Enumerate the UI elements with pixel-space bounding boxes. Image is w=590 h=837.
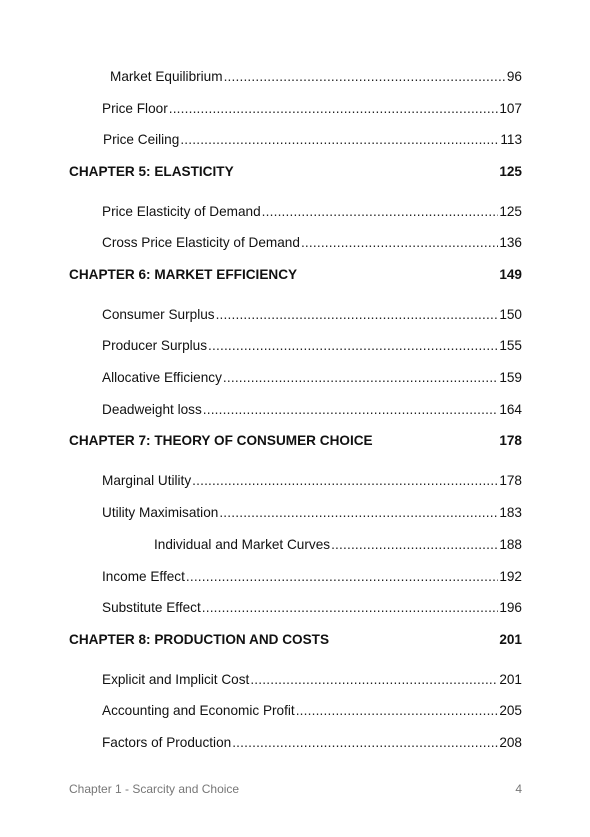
toc-entry-factors-of-production[interactable] xyxy=(102,733,522,753)
toc-entry-title: Deadweight loss xyxy=(102,402,202,417)
toc-entry-title: Utility Maximisation xyxy=(102,505,219,520)
toc-leader-dots xyxy=(250,670,498,690)
toc-entry-deadweight-loss[interactable] xyxy=(102,400,522,420)
toc-entry-title: Consumer Surplus xyxy=(102,307,215,322)
toc-entry-cross-price-elasticity[interactable] xyxy=(102,233,522,253)
toc-leader-dots xyxy=(180,130,499,150)
toc-entry-page: 150 xyxy=(499,307,522,322)
toc-entry-page: 155 xyxy=(499,338,522,353)
toc-entry-page: 183 xyxy=(499,505,522,520)
toc-entry-substitute-effect[interactable] xyxy=(102,598,522,618)
toc-chapter-7[interactable] xyxy=(69,431,522,451)
toc-entry-title: Producer Surplus xyxy=(102,338,208,353)
toc-entry-market-equilibrium[interactable] xyxy=(110,67,522,87)
toc-chapter-page: 178 xyxy=(499,433,522,448)
toc-entry-title: Price Ceiling xyxy=(103,132,180,147)
toc-entry-page: 201 xyxy=(499,672,522,687)
toc-entry-title: Substitute Effect xyxy=(102,600,201,615)
footer-running-title: Chapter 1 - Scarcity and Choice xyxy=(69,782,240,796)
toc-leader-dots xyxy=(296,701,499,721)
toc-chapter-title: CHAPTER 6: MARKET EFFICIENCY xyxy=(69,267,298,282)
toc-entry-page: 188 xyxy=(499,537,522,552)
toc-leader-dots xyxy=(216,305,499,325)
toc-leader-dots xyxy=(331,535,498,555)
toc-entry-accounting-economic-profit[interactable] xyxy=(102,701,522,721)
toc-entry-consumer-surplus[interactable] xyxy=(102,305,522,325)
toc-entry-title: Factors of Production xyxy=(102,735,232,750)
toc-leader-dots xyxy=(232,733,498,753)
toc-chapter-title: CHAPTER 8: PRODUCTION AND COSTS xyxy=(69,632,330,647)
toc-entry-title: Price Floor xyxy=(102,101,168,116)
toc-entry-title: Allocative Efficiency xyxy=(102,370,222,385)
toc-entry-page: 96 xyxy=(506,69,522,84)
toc-leader-dots xyxy=(208,336,498,356)
toc-entry-price-elasticity[interactable] xyxy=(102,202,522,222)
toc-entry-title: Individual and Market Curves xyxy=(154,537,331,552)
toc-entry-title: Explicit and Implicit Cost xyxy=(102,672,250,687)
toc-entry-marginal-utility[interactable] xyxy=(102,471,522,491)
footer-page-number: 4 xyxy=(515,782,522,796)
toc-leader-dots xyxy=(301,233,498,253)
toc-entry-page: 113 xyxy=(500,132,522,147)
toc-leader-dots xyxy=(219,503,498,523)
toc-entry-page: 107 xyxy=(499,101,522,116)
toc-entry-price-ceiling[interactable] xyxy=(103,130,522,150)
toc-chapter-page: 149 xyxy=(499,267,522,282)
toc-entry-page: 159 xyxy=(499,370,522,385)
toc-leader-dots xyxy=(223,368,498,388)
toc-entry-producer-surplus[interactable] xyxy=(102,336,522,356)
toc-entry-explicit-implicit-cost[interactable] xyxy=(102,670,522,690)
toc-entry-income-effect[interactable] xyxy=(102,567,522,587)
toc-chapter-page: 125 xyxy=(499,164,522,179)
toc-entry-page: 136 xyxy=(499,235,522,250)
toc-leader-dots xyxy=(202,598,499,618)
toc-entry-page: 205 xyxy=(499,703,522,718)
toc-entry-title: Cross Price Elasticity of Demand xyxy=(102,235,300,250)
toc-entry-title: Accounting and Economic Profit xyxy=(102,703,295,718)
toc-leader-dots xyxy=(262,202,499,222)
toc-entry-title: Price Elasticity of Demand xyxy=(102,204,261,219)
toc-entry-title: Income Effect xyxy=(102,569,185,584)
toc-chapter-title: CHAPTER 5: ELASTICITY xyxy=(69,164,234,179)
toc-entry-individual-market-curves[interactable] xyxy=(154,535,522,555)
toc-entry-price-floor[interactable] xyxy=(102,99,522,119)
toc-entry-page: 125 xyxy=(499,204,522,219)
toc-leader-dots xyxy=(224,67,506,87)
toc-entry-page: 196 xyxy=(499,600,522,615)
toc-entry-utility-maximisation[interactable] xyxy=(102,503,522,523)
toc-entry-page: 164 xyxy=(499,402,522,417)
toc-leader-dots xyxy=(169,99,499,119)
toc-entry-page: 192 xyxy=(499,569,522,584)
toc-chapter-5[interactable] xyxy=(69,162,522,182)
toc-entry-page: 178 xyxy=(499,473,522,488)
toc-entry-title: Marginal Utility xyxy=(102,473,192,488)
toc-chapter-8[interactable] xyxy=(69,630,522,650)
toc-chapter-page: 201 xyxy=(499,632,522,647)
toc-chapter-title: CHAPTER 7: THEORY OF CONSUMER CHOICE xyxy=(69,433,373,448)
toc-entry-allocative-efficiency[interactable] xyxy=(102,368,522,388)
toc-leader-dots xyxy=(186,567,498,587)
toc-entry-page: 208 xyxy=(499,735,522,750)
toc-entry-title: Market Equilibrium xyxy=(110,69,223,84)
toc-leader-dots xyxy=(203,400,499,420)
toc-leader-dots xyxy=(192,471,498,491)
toc-chapter-6[interactable] xyxy=(69,265,522,285)
